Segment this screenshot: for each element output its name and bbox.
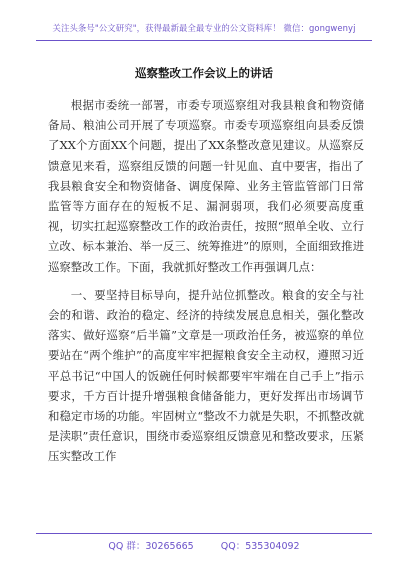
footer <box>0 538 408 552</box>
document-title: 巡察整改工作会议上的讲话 <box>135 66 273 80</box>
footer-qq-number: QQ：535304092 <box>220 541 300 552</box>
header-divider <box>36 40 372 41</box>
header-banner: 关注头条号"公文研究"，获得最新最全最专业的公文资料库！ 微信：gongwenyj <box>52 23 356 33</box>
body-paragraph-intro: 根据市委统一部署，市委专项巡察组对我县粮食和物资储备局、粮油公司开展了专项巡察。市委专项巡察组向县委反馈了XX个方面XX个问题，提出了XX条整改意见建议。从巡察反馈意见来看，巡察组反馈的问题一针见血、直中要害，指出了我县粮食安全和物资储备、调度保障、业务主管监管部门日常监管等方面存在的短板不足、漏洞弱项，我们必须要高度重视，切实扛起巡察整改工作的政治责任，按照“照单全收、立行立改、标本兼治、举一反三、统筹推进”的原则，全面细致推进巡察整改工作。下面，我就抓好整改工作再强调几点： <box>48 98 364 274</box>
footer-qq-group: QQ 群：30265665 <box>108 541 194 552</box>
body-paragraph-point-one: 一、要坚持目标导向，提升站位抓整改。粮食的安全与社会的和谐、政治的稳定、经济的持续发展息息相关，强化整改落实、做好巡察“后半篇”文章是一项政治任务，被巡察的单位要站在“两个维护”的高度牢牢把握粮食安全主动权，遵照习近平总书记“中国人的饭碗任何时候都要牢牢端在自己手上”指示要求，千方百计提升增强粮食储备能力，更好发挥出市场调节和稳定市场的功能。牢固树立“整改不力就是失职，不抓整改就是渎职”责任意识，围绕市委巡察组反馈意见和整改要求，压紧压实整改工作 <box>48 287 364 464</box>
document-body <box>48 95 364 467</box>
footer-divider <box>36 533 372 534</box>
